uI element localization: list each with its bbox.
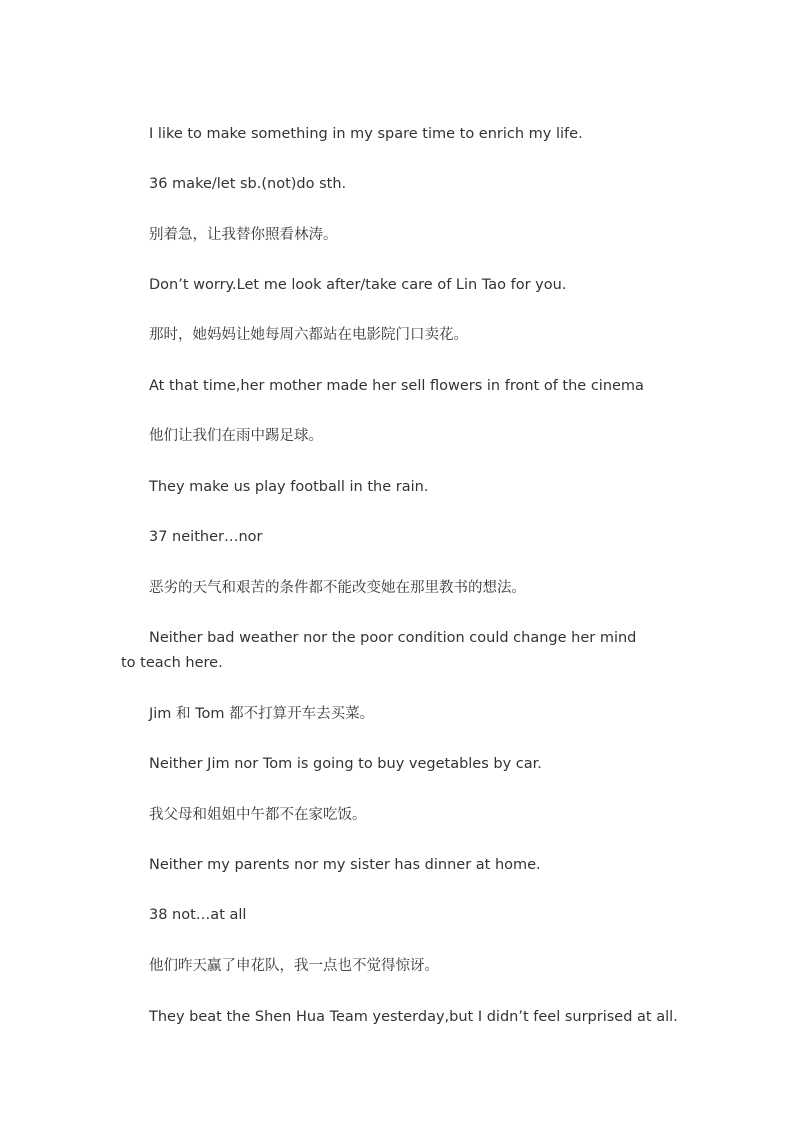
chinese-sentence: 那时，她妈妈让她每周六都站在电影院门口卖花。 xyxy=(149,327,468,343)
section-heading: 38 not…at all xyxy=(149,907,247,923)
chinese-sentence: Jim 和 Tom 都不打算开车去买菜。 xyxy=(149,706,375,722)
section-heading: 36 make/let sb.(not)do sth. xyxy=(149,176,347,192)
english-sentence: At that time,her mother made her sell flowers in front of the cinema xyxy=(149,378,644,394)
chinese-sentence: 恶劣的天气和艰苦的条件都不能改变她在那里教书的想法。 xyxy=(149,580,526,596)
paragraph: I like to make something in my spare time to enrich my life. xyxy=(149,126,583,142)
chinese-sentence: 别着急，让我替你照看林涛。 xyxy=(149,227,338,243)
english-sentence: Neither bad weather nor the poor condition could change her mind to teach here. xyxy=(121,630,637,671)
english-sentence: They make us play football in the rain. xyxy=(149,479,429,495)
english-sentence: They beat the Shen Hua Team yesterday,but I didn’t feel surprised at all. xyxy=(149,1009,678,1025)
english-sentence: Neither my parents nor my sister has dinner at home. xyxy=(149,857,541,873)
chinese-sentence: 他们让我们在雨中踢足球。 xyxy=(149,428,323,444)
chinese-sentence: 我父母和姐姐中午都不在家吃饭。 xyxy=(149,807,367,823)
chinese-sentence: 他们昨天赢了申花队，我一点也不觉得惊讶。 xyxy=(149,958,439,974)
section-heading: 37 neither…nor xyxy=(149,529,263,545)
english-sentence: Don’t worry.Let me look after/take care of Lin Tao for you. xyxy=(149,277,567,293)
english-sentence: Neither Jim nor Tom is going to buy vegetables by car. xyxy=(149,756,542,772)
